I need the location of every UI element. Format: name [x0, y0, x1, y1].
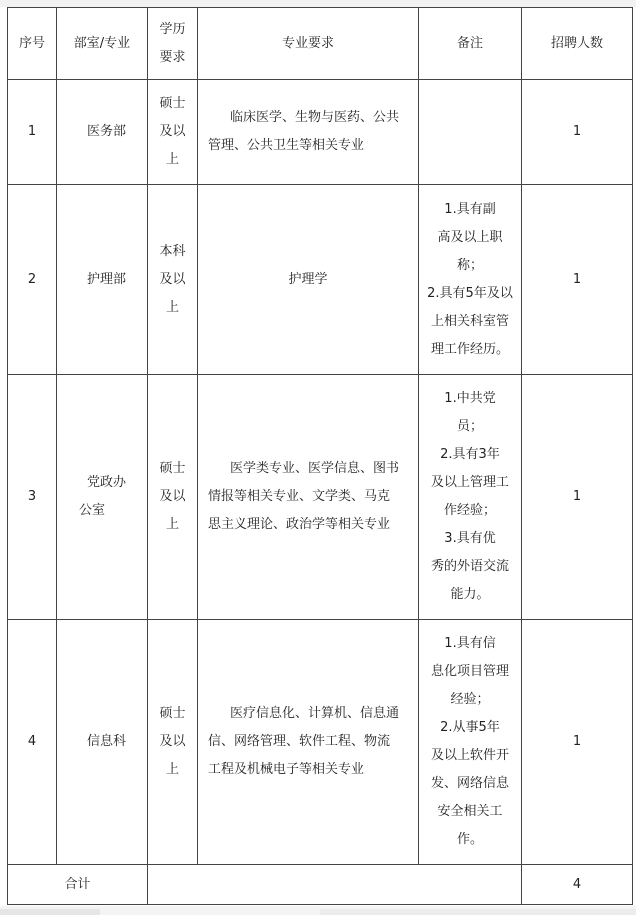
row-edu-line: 上 — [165, 762, 179, 777]
row-edu-line: 硕士 — [159, 706, 186, 721]
row-major-line: 管理、公共卫生等相关专业 — [208, 138, 365, 153]
row-major-line: 临床医学、生物与医药、公共 — [230, 110, 400, 125]
row-note-line: 及以上软件开 — [430, 748, 509, 763]
row-note-line: 息化项目管理 — [430, 664, 509, 679]
row-edu-line: 及以 — [159, 271, 186, 287]
row-edu-line: 及以 — [159, 124, 186, 139]
row-note — [419, 185, 522, 375]
row-major — [198, 375, 419, 620]
bottom-strip-segment — [320, 909, 636, 915]
row-seq: 1 — [8, 80, 57, 185]
row-note-line: 安全相关工 — [437, 804, 503, 819]
row-edu — [148, 375, 198, 620]
table-row — [8, 185, 633, 375]
row-note-line: 上相关科室管 — [430, 313, 509, 329]
row-note-line: 称； — [456, 257, 483, 273]
header-edu-line: 学历 — [159, 21, 186, 37]
row-note-line: 高及以上职 — [437, 229, 503, 245]
row-note-line: 作。 — [456, 832, 483, 847]
row-major-line: 工程及机械电子等相关专业 — [208, 762, 365, 777]
table-row — [8, 80, 633, 185]
row-note — [419, 375, 522, 620]
row-dept-line: 公室 — [79, 503, 106, 518]
row-count: 1 — [522, 375, 633, 620]
row-edu — [148, 620, 198, 865]
row-major-line: 情报等相关专业、文学类、马克 — [208, 489, 391, 504]
table-row — [8, 375, 633, 620]
table-row — [8, 620, 633, 865]
row-edu-line: 上 — [165, 152, 179, 167]
row-count: 1 — [522, 620, 633, 865]
row-dept-line: 信息科 — [87, 734, 127, 749]
row-seq: 3 — [8, 375, 57, 620]
row-note-line: 2.具有5年及以 — [427, 285, 513, 301]
total-count: 4 — [522, 865, 633, 905]
row-dept — [57, 80, 148, 185]
row-count: 1 — [522, 80, 633, 185]
row-note — [419, 620, 522, 865]
row-major-line: 思主义理论、政治学等相关专业 — [208, 517, 391, 532]
header-edu — [148, 8, 198, 80]
row-note-line: 发、网络信息 — [430, 776, 509, 791]
header-seq: 序号 — [8, 8, 57, 80]
row-dept-line: 医务部 — [87, 124, 127, 139]
row-edu-line: 上 — [165, 517, 179, 532]
row-major-line: 信、网络管理、软件工程、物流 — [208, 734, 391, 749]
row-major-line: 医学类专业、医学信息、图书 — [230, 461, 400, 476]
row-edu-line: 及以 — [159, 489, 186, 504]
row-major — [198, 185, 419, 375]
total-label: 合计 — [8, 865, 148, 905]
row-count: 1 — [522, 185, 633, 375]
row-dept-line: 党政办 — [87, 475, 127, 490]
row-edu-line: 硕士 — [159, 461, 186, 476]
row-note-line: 及以上管理工 — [430, 475, 509, 490]
total-row — [8, 865, 633, 905]
row-dept-line: 护理部 — [87, 271, 127, 287]
row-note-line: 1.具有副 — [444, 201, 496, 217]
header-count: 招聘人数 — [522, 8, 633, 80]
bottom-strip — [0, 906, 636, 915]
header-row — [8, 8, 633, 80]
row-note — [419, 80, 522, 185]
top-strip — [0, 0, 636, 7]
row-note-line: 秀的外语交流 — [430, 559, 509, 574]
row-note-line: 2.具有3年 — [440, 447, 500, 462]
row-note-line: 3.具有优 — [444, 531, 496, 546]
row-note-line: 能力。 — [450, 587, 490, 602]
row-major-line: 护理学 — [288, 271, 328, 287]
row-edu — [148, 185, 198, 375]
row-major-line: 医疗信息化、计算机、信息通 — [230, 706, 400, 721]
row-edu-line: 上 — [165, 299, 179, 315]
row-note-line: 1.具有信 — [444, 636, 496, 651]
row-seq: 4 — [8, 620, 57, 865]
row-edu-line: 及以 — [159, 734, 186, 749]
bottom-strip-segment — [0, 909, 100, 915]
row-dept — [57, 620, 148, 865]
row-edu-line: 本科 — [159, 243, 186, 259]
header-dept: 部室/专业 — [57, 8, 148, 80]
total-empty — [148, 865, 522, 905]
row-major — [198, 620, 419, 865]
row-dept — [57, 185, 148, 375]
row-note-line: 经验； — [450, 692, 490, 707]
row-note-line: 员； — [456, 419, 483, 434]
header-note: 备注 — [419, 8, 522, 80]
row-note-line: 理工作经历。 — [430, 341, 509, 357]
recruitment-table — [7, 7, 633, 905]
row-dept — [57, 375, 148, 620]
row-edu — [148, 80, 198, 185]
header-edu-line: 要求 — [159, 49, 186, 65]
row-seq: 2 — [8, 185, 57, 375]
row-note-line: 1.中共党 — [444, 391, 496, 406]
header-major: 专业要求 — [198, 8, 419, 80]
row-major — [198, 80, 419, 185]
row-edu-line: 硕士 — [159, 96, 186, 111]
row-note-line: 2.从事5年 — [440, 720, 500, 735]
row-note-line: 作经验； — [443, 503, 496, 518]
